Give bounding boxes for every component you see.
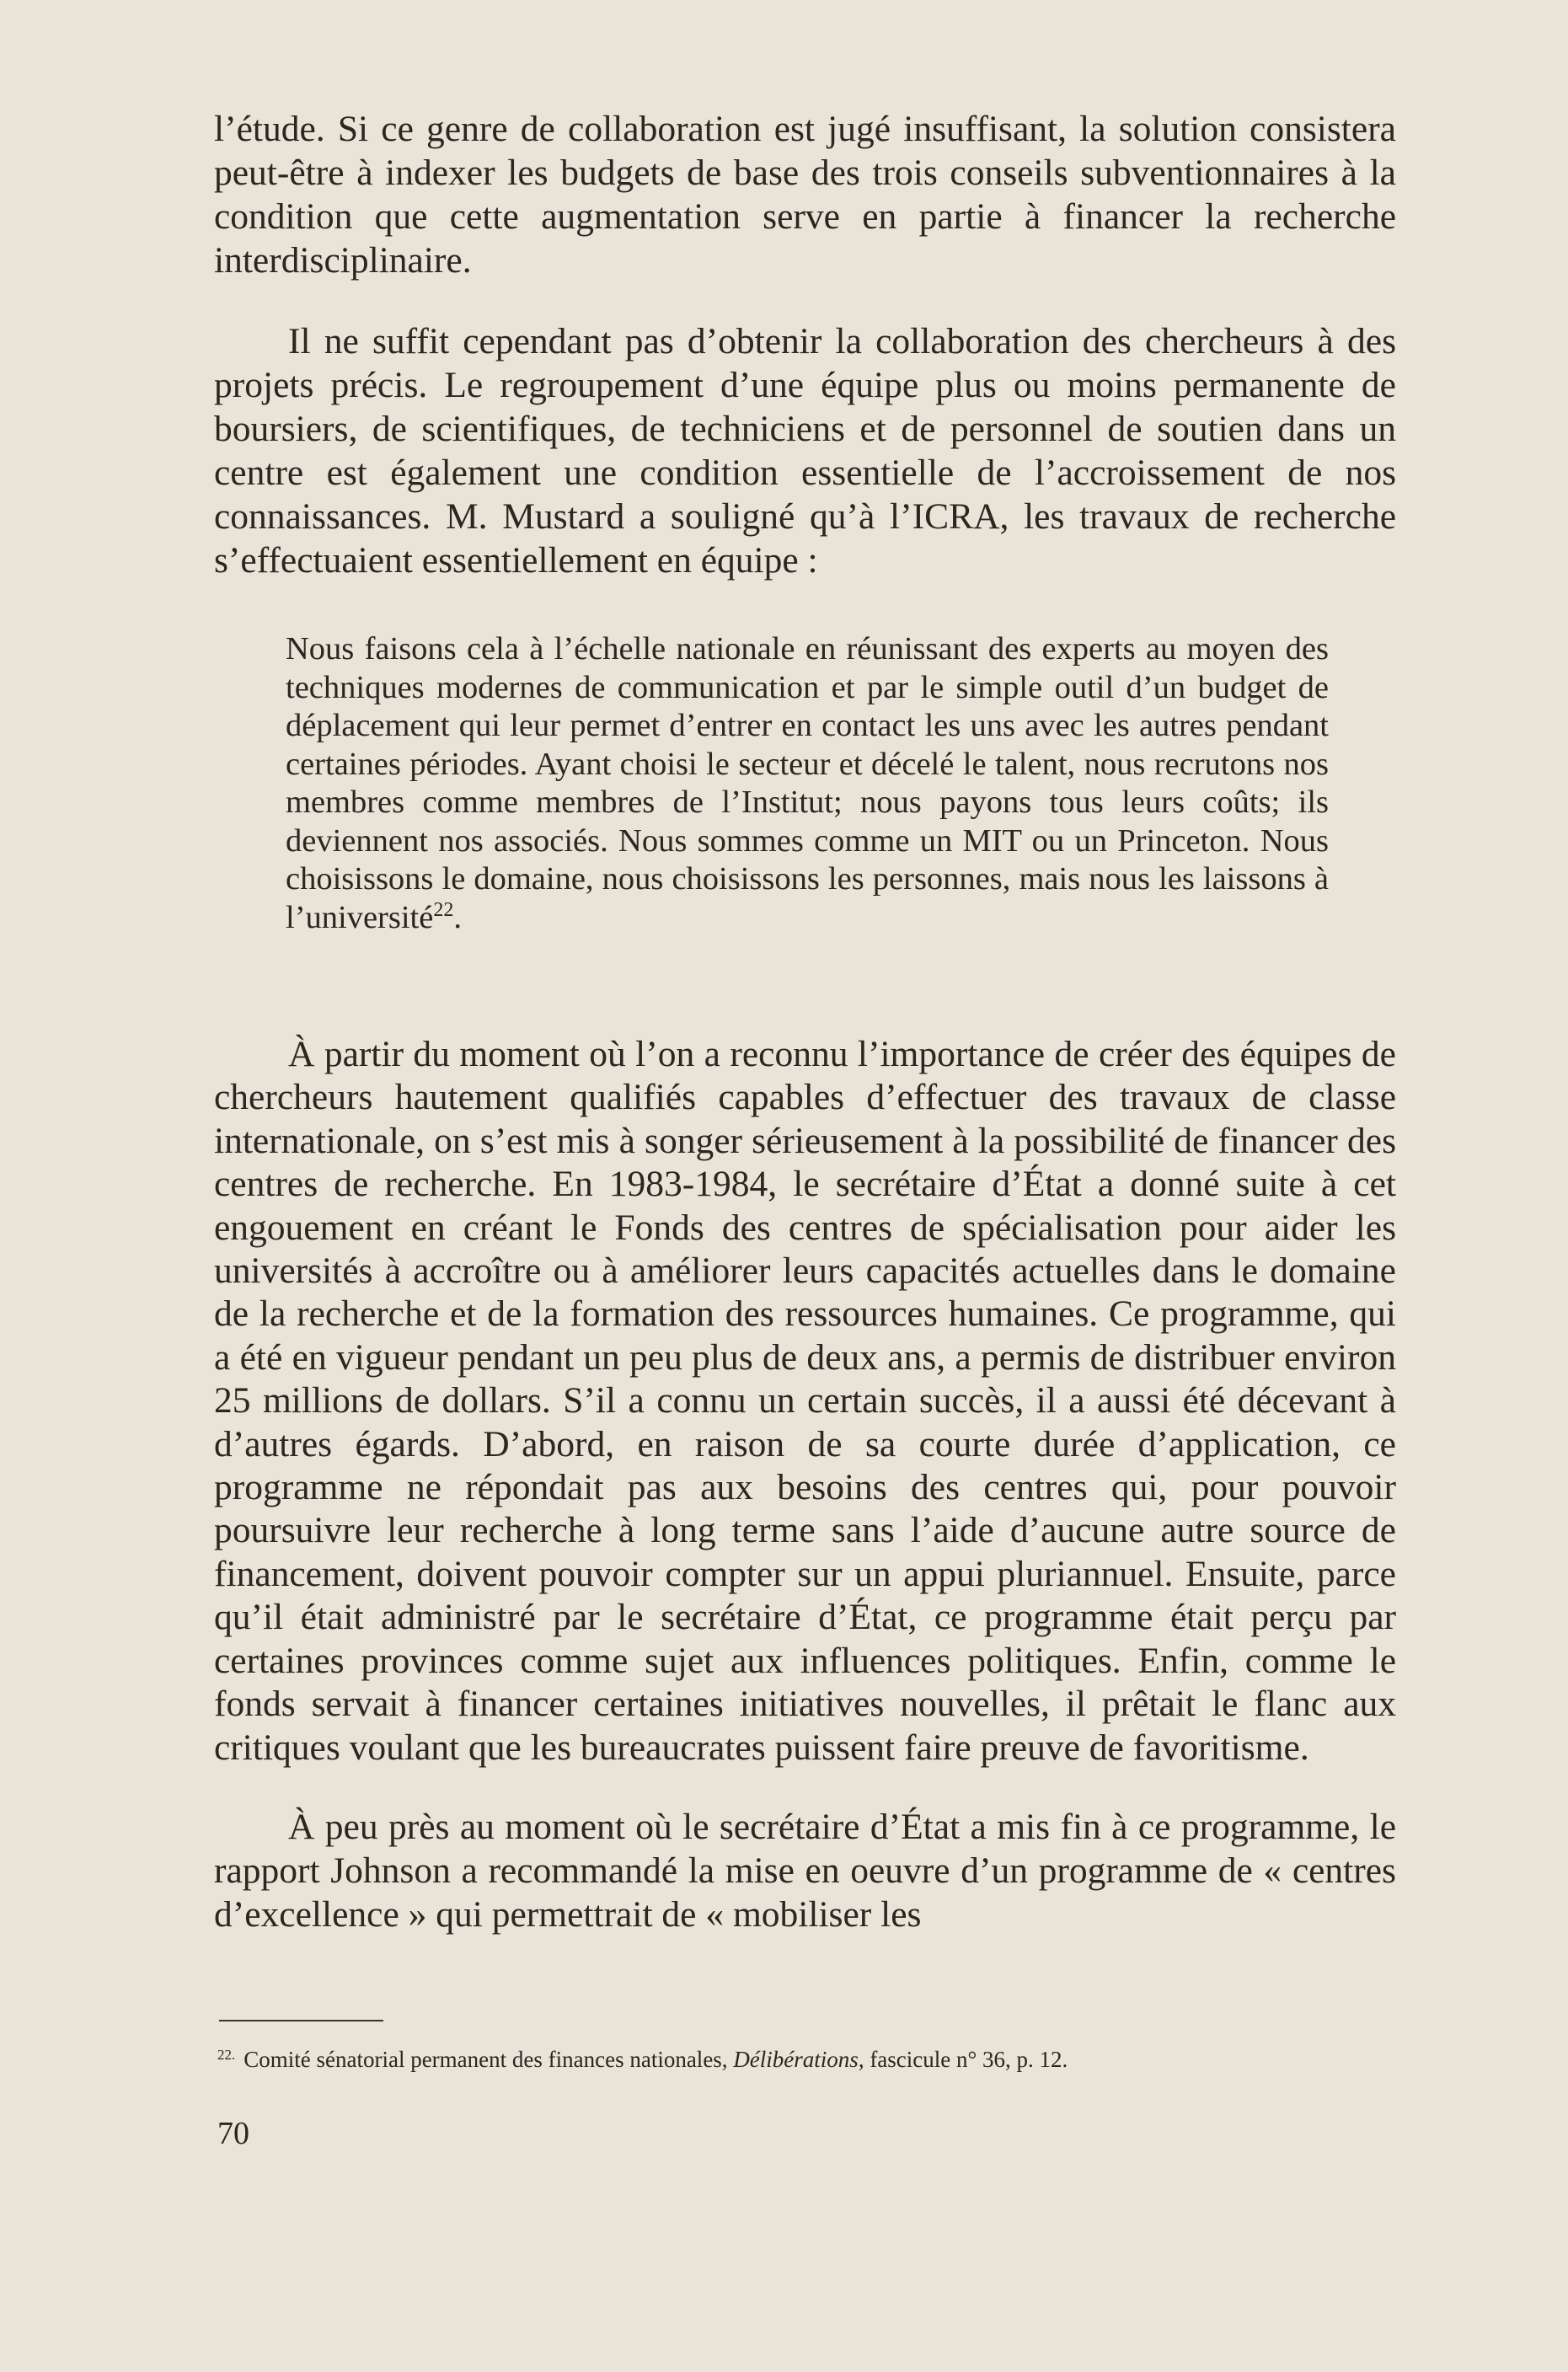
body-text-top xyxy=(214,107,1396,582)
block-quote xyxy=(286,630,1329,937)
paragraph-3: À partir du moment où l’on a reconnu l’importance de créer des équipes de chercheurs hautement qualifiés capables d’effectuer des travaux de classe internationale, on s’est mis à songer sérieusement à la possibilité de financer des centres de recherche. En 1983-1984, le secrétaire d’État a donné suite à cet engouement en créant le Fonds des centres de spécialisation pour aider les universités à accroître ou à améliorer leurs capacités actuelles dans le domaine de la recherche et de la formation des ressources humaines. Ce programme, qui a été en vigueur pendant un peu plus de deux ans, a permis de distribuer environ 25 millions de dollars. S’il a connu un certain succès, il a aussi été décevant à d’autres égards. D’abord, en raison de sa courte durée d’application, ce programme ne répondait pas aux besoins des centres qui, pour pouvoir poursuivre leur recherche à long terme sans l’aide d’aucune autre source de financement, doivent pouvoir compter sur un appui pluriannuel. Ensuite, parce qu’il était administré par le secrétaire d’État, ce programme était perçu par certaines provinces comme sujet aux influences politiques. Enfin, comme le fonds servait à financer certaines initiatives nouvelles, il prêtait le flanc aux critiques voulant que les bureaucrates puissent faire preuve de favoritisme. xyxy=(214,1034,1396,1768)
footnote-text-before: Comité sénatorial permanent des finances nationales, xyxy=(243,2047,734,2072)
paragraph-1: l’étude. Si ce genre de collaboration est jugé insuffisant, la solution consistera peut-être à indexer les budgets de base des trois conseils subventionnaires à la condition que cette augmentation serve en partie à financer la recherche interdisciplinaire. xyxy=(214,109,1396,281)
footnote-number: 22. xyxy=(217,2047,236,2063)
quote-text: Nous faisons cela à l’échelle nationale en réunissant des experts au moyen des techniques modernes de communication et par le simple outil d’un budget de déplacement qui leur permet d’entrer en contact les uns avec les autres pendant certaines périodes. Ayant choisi le secteur et décelé le talent, nous recrutons nos membres comme membres de l’Institut; nous payons tous leurs coûts; ils deviennent nos associés. Nous sommes comme un MIT ou un Princeton. Nous choisissons le domaine, nous choisissons les personnes, mais nous les laissons à l’université xyxy=(286,631,1329,935)
footnote-reference: 22 xyxy=(433,898,454,921)
footnote-separator xyxy=(219,2020,383,2021)
paragraph-2: Il ne suffit cependant pas d’obtenir la collaboration des chercheurs à des projets précis. Le regroupement d’une équipe plus ou moins permanente de boursiers, de scientifiques, de techniciens et de personnel de soutien dans un centre est également une condition essentielle de l’accroissement de nos connaissances. M. Mustard a souligné qu’à l’ICRA, les travaux de recherche s’effectuaient essentiellement en équipe : xyxy=(214,321,1396,581)
footnote xyxy=(217,2042,1068,2073)
body-text-bottom xyxy=(214,1033,1396,1936)
paragraph-4: À peu près au moment où le secrétaire d’État a mis fin à ce programme, le rapport Johnson a recommandé la mise en oeuvre d’un programme de « centres d’excellence » qui permettrait de « mobiliser les xyxy=(214,1806,1396,1935)
footnote-title: Délibérations xyxy=(733,2047,859,2072)
quote-end: . xyxy=(453,899,462,935)
footnote-text-after: , fascicule n° 36, p. 12. xyxy=(858,2047,1068,2072)
page-number: 70 xyxy=(217,2116,249,2151)
